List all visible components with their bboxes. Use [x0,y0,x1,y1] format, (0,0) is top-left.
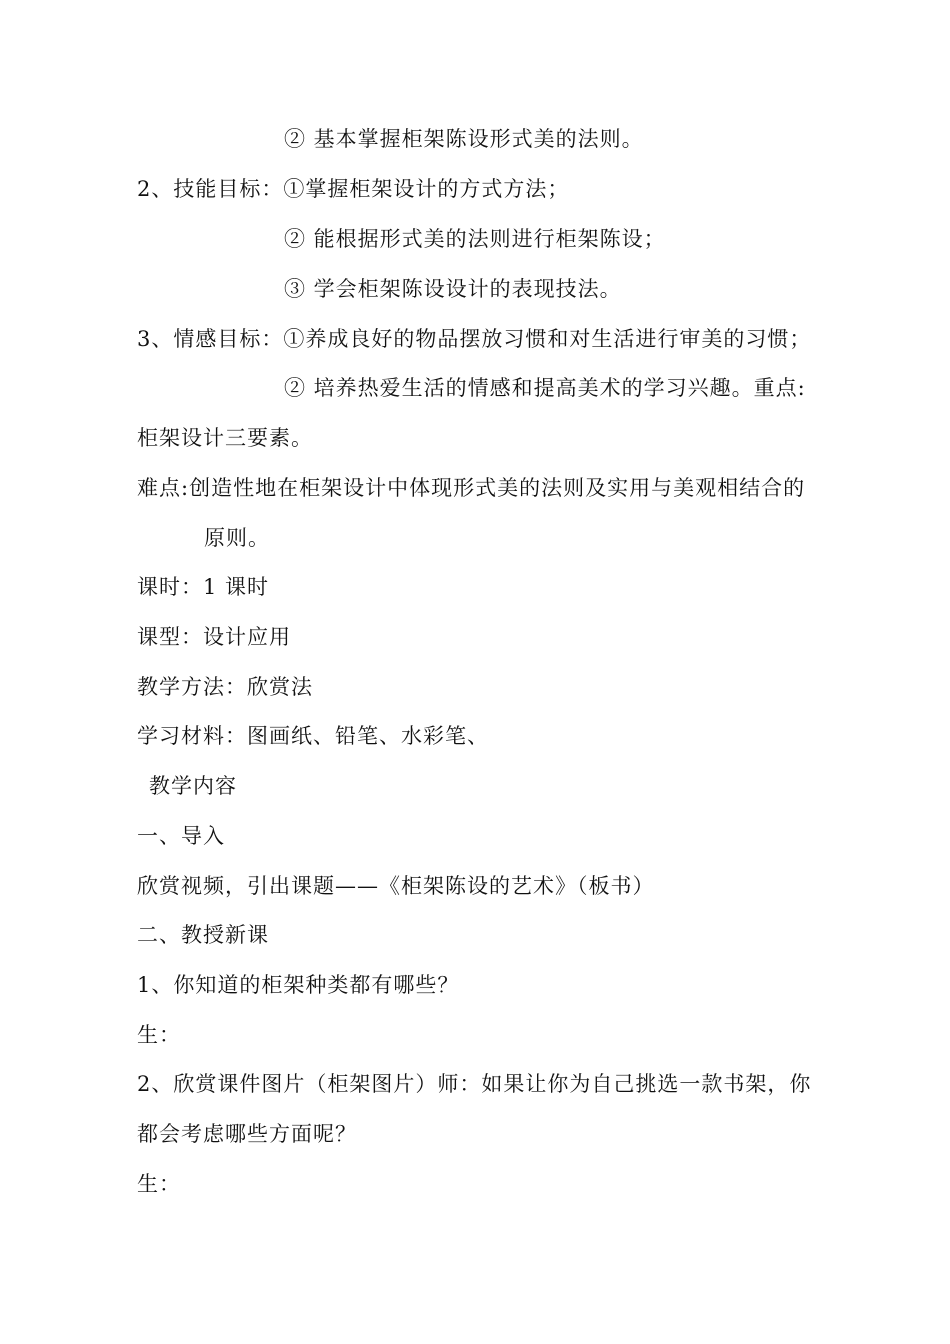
section-heading: 教学内容 [149,774,237,798]
text-line: 学习材料：图画纸、铅笔、水彩笔、 [137,724,489,748]
text-line: 生： [137,1023,181,1047]
text-line: 课型：设计应用 [137,625,291,649]
text-line: 欣赏视频，引出课题——《柜架陈设的艺术》（板书） [137,874,655,898]
text-line: 1、你知道的柜架种类都有哪些？ [137,973,460,997]
text-line: 难点:创造性地在柜架设计中体现形式美的法则及实用与美观相结合的 [137,476,806,500]
text-line: ③ 学会柜架陈设设计的表现技法。 [284,277,622,301]
section-heading: 二、教授新课 [137,923,269,947]
text-line: ② 培养热爱生活的情感和提高美术的学习兴趣。重点: [284,376,806,400]
text-line: 柜架设计三要素。 [137,426,313,450]
text-line: 教学方法：欣赏法 [137,675,313,699]
text-line: 2、欣赏课件图片（柜架图片）师：如果让你为自己挑选一款书架，你 [137,1072,812,1096]
text-line: 原则。 [204,526,270,550]
text-line: ② 能根据形式美的法则进行柜架陈设； [284,227,666,251]
text-line: 3、情感目标：①养成良好的物品摆放习惯和对生活进行审美的习惯； [137,327,812,351]
text-line: 都会考虑哪些方面呢？ [137,1122,357,1146]
text-line: 课时：1 课时 [137,575,270,599]
text-line: 2、技能目标：①掌握柜架设计的方式方法； [137,177,570,201]
text-line: ② 基本掌握柜架陈设形式美的法则。 [284,127,644,151]
section-heading: 一、导入 [137,824,225,848]
text-line: 生： [137,1172,181,1196]
